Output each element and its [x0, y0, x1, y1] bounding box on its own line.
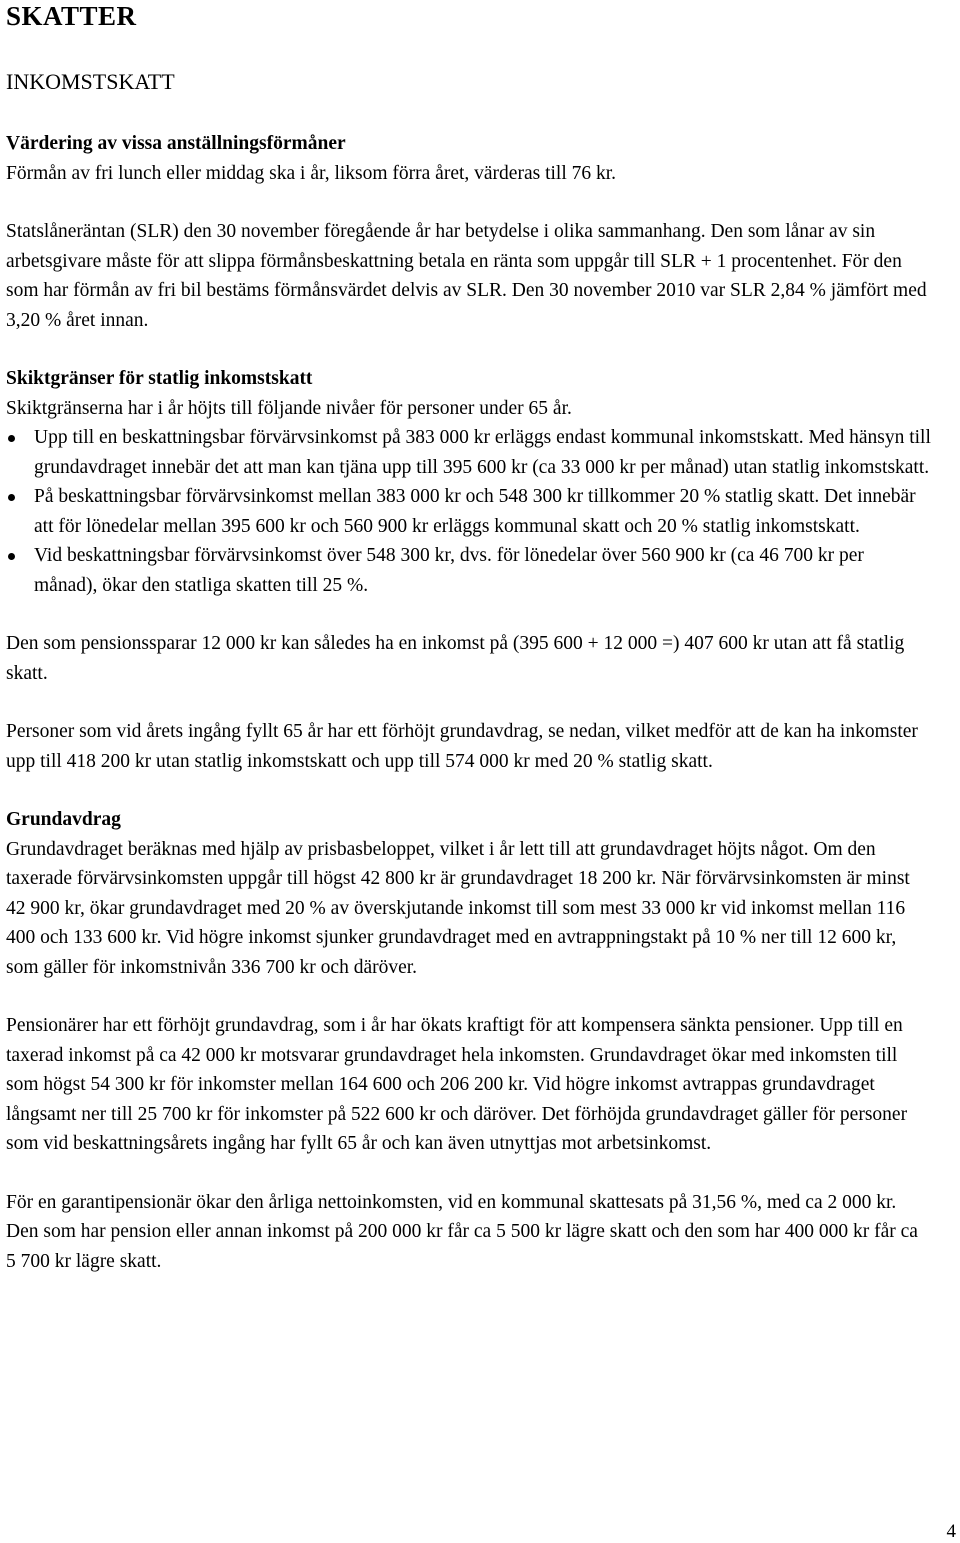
slr-section [6, 217, 932, 335]
bullet-icon [8, 435, 15, 442]
list-item: Vid beskattningsbar förvärvsinkomst över 548 300 kr, dvs. för lönedelar över 560 900 kr (ca 46 700 kr per månad), ökar den statliga skatten till 25 %. [6, 541, 932, 600]
bullet-icon [8, 553, 15, 560]
benefits-text: Förmån av fri lunch eller middag ska i år, liksom förra året, värderas till 76 kr. [6, 162, 617, 184]
over-65-section [6, 717, 932, 776]
page-number: 4 [946, 1521, 956, 1542]
thresholds-intro: Skiktgränserna har i år höjts till följande nivåer för personer under 65 år. [6, 397, 572, 419]
thresholds-list [6, 423, 932, 600]
slr-text: Statslåneräntan (SLR) den 30 november föregående år har betydelse i olika sammanhang. Den som lånar av sin arbetsgivare måste för att slippa förmånsbeskattning betala en ränta som uppgår till SLR + 1 procentenhet. För den som har förmån av fri bil bestäms förmånsvärdet delvis av SLR. Den 30 november 2010 var SLR 2,84 % jämfört med 3,20 % året innan. [6, 221, 927, 331]
pensioners-text: Pensionärer har ett förhöjt grundavdrag, som i år har ökats kraftigt för att kompensera sänkta pensioner. Upp till en taxerad inkomst på ca 42 000 kr motsvarar grundavdraget hela inkomsten. Grundavdraget ökar med inkomsten till som högst 54 300 kr för inkomster mellan 164 600 och 206 200 kr. Vid högre inkomst avtrappas grundavdraget långsamt ner till 25 700 kr för inkomster på 522 600 kr och däröver. Det förhöjda grundavdraget gäller för personer som vid beskattningsårets ingång har fyllt 65 år och kan även utnyttjas mot arbetsinkomst. [6, 1015, 908, 1154]
list-item: På beskattningsbar förvärvsinkomst mellan 383 000 kr och 548 300 kr tillkommer 20 % statlig skatt. Det innebär att för lönedelar mellan 395 600 kr och 560 900 kr erläggs kommunal skatt och 20 % statlig inkomstskatt. [6, 482, 932, 541]
pension-saver-section [6, 629, 932, 688]
pensioners-section [6, 1011, 932, 1159]
over-65-text: Personer som vid årets ingång fyllt 65 år har ett förhöjt grundavdrag, se nedan, vilket medför att de kan ha inkomster upp till 418 200 kr utan statlig inkomstskatt och upp till 574 000 kr med 20 % statlig skatt. [6, 721, 918, 772]
guarantee-pension-text: För en garantipensionär ökar den årliga nettoinkomsten, vid en kommunal skattesats på 31,56 %, med ca 2 000 kr. Den som har pension eller annan inkomst på 200 000 kr får ca 5 500 kr lägre skatt och den som har 400 000 kr får ca 5 700 kr lägre skatt. [6, 1191, 918, 1272]
page-title: SKATTER [6, 1, 137, 31]
benefits-section [6, 129, 932, 188]
list-item: Upp till en beskattningsbar förvärvsinkomst på 383 000 kr erläggs endast kommunal inkomstskatt. Med hänsyn till grundavdraget innebär det att man kan tjäna upp till 395 600 kr (ca 33 000 kr per månad) utan statlig inkomstskatt. [6, 423, 932, 482]
basic-deduction-section [6, 805, 932, 982]
basic-deduction-text: Grundavdraget beräknas med hjälp av prisbasbeloppet, vilket i år lett till att grundavdraget höjts något. Om den taxerade förvärvsinkomsten uppgår till högst 42 800 kr är grundavdraget 18 200 kr. När förvärvsinkomsten är minst 42 900 kr, ökar grundavdraget med 20 % av överskjutande inkomst till som mest 33 000 kr vid inkomst mellan 116 400 och 133 600 kr. Vid högre inkomst sjunker grundavdraget med en avtrappningstakt på 10 % ner till 12 600 kr, som gäller för inkomstnivån 336 700 kr och däröver. [6, 838, 910, 978]
benefits-title: Värdering av vissa anställningsförmåner [6, 133, 346, 154]
document-page [6, 0, 932, 1276]
thresholds-title: Skiktgränser för statlig inkomstskatt [6, 368, 313, 389]
basic-deduction-title: Grundavdrag [6, 809, 121, 830]
guarantee-pension-section [6, 1188, 932, 1277]
bullet-icon [8, 494, 15, 501]
section-heading: INKOMSTSKATT [6, 69, 175, 94]
thresholds-section [6, 364, 932, 600]
pension-saver-text: Den som pensionssparar 12 000 kr kan således ha en inkomst på (395 600 + 12 000 =) 407 600 kr utan att få statlig skatt. [6, 633, 905, 684]
